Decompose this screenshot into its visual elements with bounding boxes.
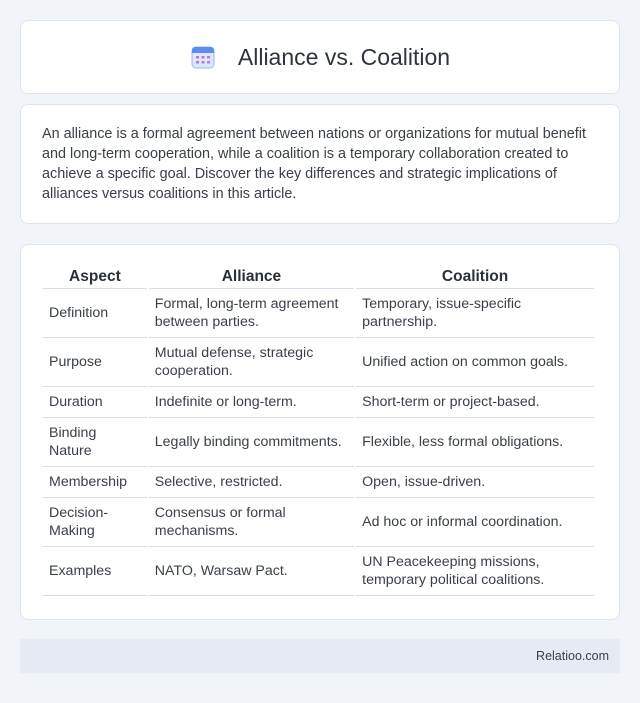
calendar-icon: [190, 44, 216, 70]
cell-coalition: Short-term or project-based.: [356, 387, 594, 418]
cell-aspect: Binding Nature: [43, 418, 147, 467]
page-title: Alliance vs. Coalition: [237, 43, 451, 70]
header-alliance: Alliance: [149, 265, 354, 289]
table-header-row: [43, 265, 594, 289]
cell-aspect: Membership: [43, 467, 147, 498]
table-row: [43, 289, 594, 338]
cell-aspect: Decision-Making: [43, 498, 147, 547]
cell-alliance: Selective, restricted.: [149, 467, 354, 498]
table-row: [43, 387, 594, 418]
table-row: [43, 498, 594, 547]
header-aspect: Aspect: [43, 265, 147, 289]
cell-alliance: Formal, long-term agreement between parties.: [149, 289, 354, 338]
cell-coalition: UN Peacekeeping missions, temporary political coalitions.: [356, 547, 594, 596]
cell-aspect: Examples: [43, 547, 147, 596]
cell-aspect: Definition: [43, 289, 147, 338]
cell-coalition: Flexible, less formal obligations.: [356, 418, 594, 467]
cell-aspect: Duration: [43, 387, 147, 418]
comparison-card: [20, 244, 620, 620]
footer-site-link[interactable]: Relatioo.com: [536, 649, 609, 663]
cell-alliance: Indefinite or long-term.: [149, 387, 354, 418]
title-card: [20, 20, 620, 94]
cell-coalition: Unified action on common goals.: [356, 338, 594, 387]
comparison-table: [41, 265, 596, 596]
cell-alliance: Mutual defense, strategic cooperation.: [149, 338, 354, 387]
table-row: [43, 547, 594, 596]
intro-paragraph: An alliance is a formal agreement between nations or organizations for mutual benefit and long-term cooperation, while a coalition is a temporary collaboration created to achieve a specific goal. Discover the key differences and strategic implications of alliances versus coalitions in this article.: [42, 126, 586, 202]
cell-coalition: Ad hoc or informal coordination.: [356, 498, 594, 547]
footer: [20, 639, 620, 673]
header-coalition: Coalition: [356, 265, 594, 289]
cell-coalition: Temporary, issue-specific partnership.: [356, 289, 594, 338]
cell-alliance: Legally binding commitments.: [149, 418, 354, 467]
table-row: [43, 338, 594, 387]
intro-card: [20, 104, 620, 224]
cell-alliance: NATO, Warsaw Pact.: [149, 547, 354, 596]
cell-aspect: Purpose: [43, 338, 147, 387]
cell-alliance: Consensus or formal mechanisms.: [149, 498, 354, 547]
table-row: [43, 418, 594, 467]
title-wrap: [190, 44, 450, 71]
cell-coalition: Open, issue-driven.: [356, 467, 594, 498]
table-row: [43, 467, 594, 498]
